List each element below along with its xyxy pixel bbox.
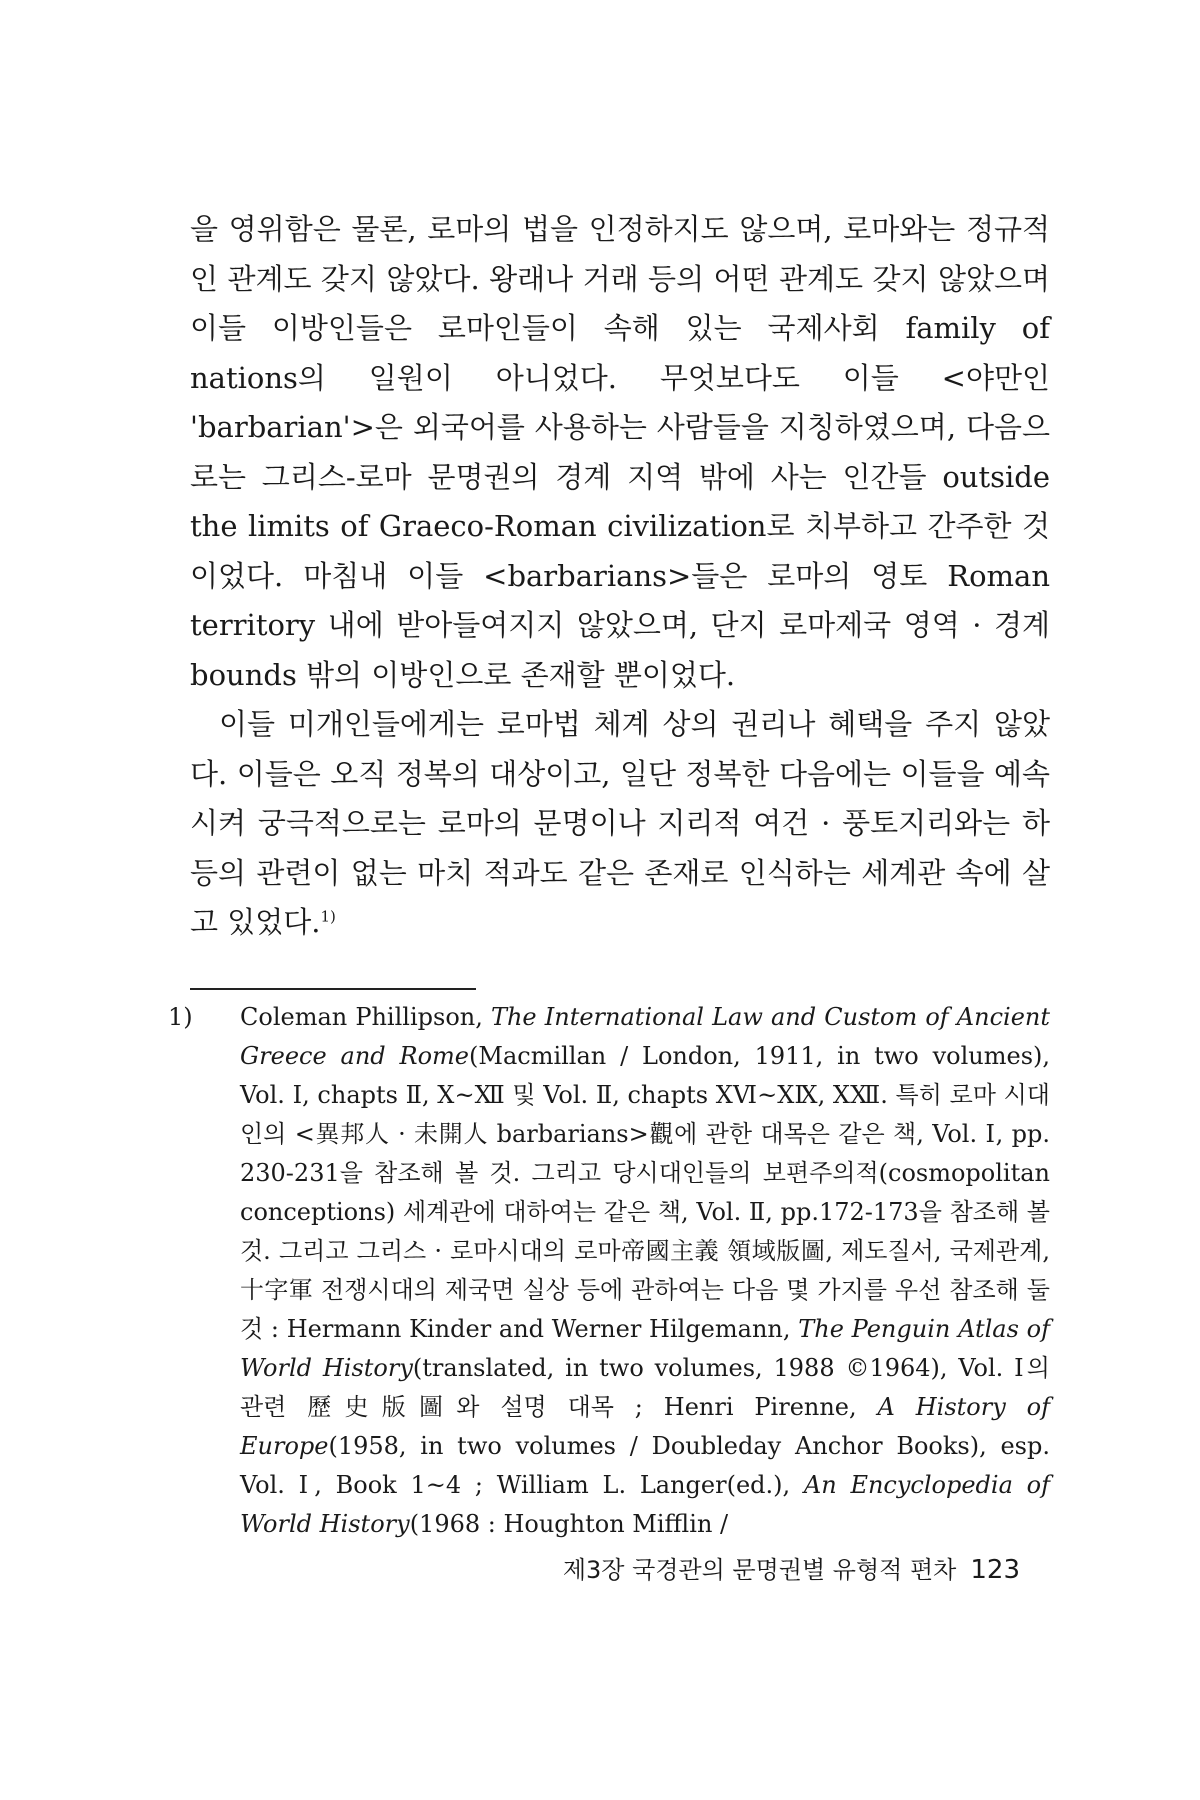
book-title: The Penguin Atlas of World History <box>240 1315 1050 1382</box>
book-title: An Encyclopedia of World History <box>240 1471 1050 1538</box>
body-paragraph <box>190 700 1050 948</box>
paragraph-text: 이들 미개인들에게는 로마법 체계 상의 권리나 혜택을 주지 않았다. 이들은 오직 정복의 대상이고, 일단 정복한 다음에는 이들을 예속시켜 궁극적으로는 로마의 문명이나 지리적 여건 · 풍토지리와는 하등의 관련이 없는 마치 적과도 같은 존재로 인식하는 세계관 속에 살고 있었다. <box>190 707 1050 939</box>
paragraph-text: 을 영위함은 물론, 로마의 법을 인정하지도 않으며, 로마와는 정규적인 관계도 갖지 않았다. 왕래나 거래 등의 어떤 관계도 갖지 않았으며 이들 이방인들은 로마인들이 속해 있는 국제사회 family of nations의 일원이 아니었다. 무엇보다도 이들 <야만인 'barbarian'>은 외국어를 사용하는 사람들을 지칭하였으며, 다음으로는 그리스-로마 문명권의 경계 지역 밖에 사는 인간들 outside the limits of Graeco-Roman civilization로 치부하고 간주한 것이었다. 마침내 이들 <barbarians>들은 로마의 영토 Roman territory 내에 받아들여지지 않았으며, 단지 로마제국 영역 · 경계 bounds 밖의 이방인으로 존재할 뿐이었다. <box>190 212 1050 692</box>
footnote <box>168 998 1051 1544</box>
footnote-body <box>168 998 1051 1544</box>
book-title: The International Law and Custom of Ancient Greece and Rome <box>240 1003 1050 1070</box>
footnote-number: 1) <box>168 1003 193 1031</box>
body-paragraph <box>190 205 1050 700</box>
footnote-text: (1958, in two volumes / Doubleday Anchor Books), esp. Vol. Ⅰ, Book 1~4 ; William L. Langer(ed.), <box>240 1432 1050 1499</box>
chapter-title: 제3장 국경관의 문명권별 유형적 편차 <box>562 1556 957 1584</box>
running-footer <box>550 1550 1020 1585</box>
footnote-text: (1968 : Houghton Mifflin / <box>409 1510 729 1538</box>
page-number: 123 <box>970 1555 1020 1585</box>
book-title: A History of Europe <box>240 1393 1051 1460</box>
footnote-text: (Macmillan / London, 1911, in two volumes), Vol. Ⅰ, chapts Ⅱ, Ⅹ~Ⅻ 및 Vol. Ⅱ, chapts ⅩⅥ~ⅩⅨ, ⅩⅫ. 특히 로마 시대인의 <異邦人 · 未開人 barbarians>觀에 관한 대목은 같은 책, Vol. Ⅰ, pp. 230-231을 참조해 볼 것. 그리고 당시대인들의 보편주의적(cosmopolitan conceptions) 세계관에 대하여는 같은 책, Vol. Ⅱ, pp.172-173을 참조해 볼 것. 그리고 그리스 · 로마시대의 로마帝國主義 領域版圖, 제도질서, 국제관계, 十字軍 전쟁시대의 제국면 실상 등에 관하여는 다음 몇 가지를 우선 참조해 둘 것 : Hermann Kinder and Werner Hilgemann, <box>240 1042 1051 1343</box>
footnote-divider <box>190 988 476 990</box>
footnote-reference[interactable]: 1) <box>320 907 336 926</box>
footnote-text: (translated, in two volumes, 1988 ©1964), Vol. Ⅰ의 관련 歷史版圖와 설명 대목 ; Henri Pirenne, <box>240 1354 1050 1421</box>
main-text <box>190 205 1050 948</box>
footnote-text: Coleman Phillipson, <box>240 1003 491 1031</box>
